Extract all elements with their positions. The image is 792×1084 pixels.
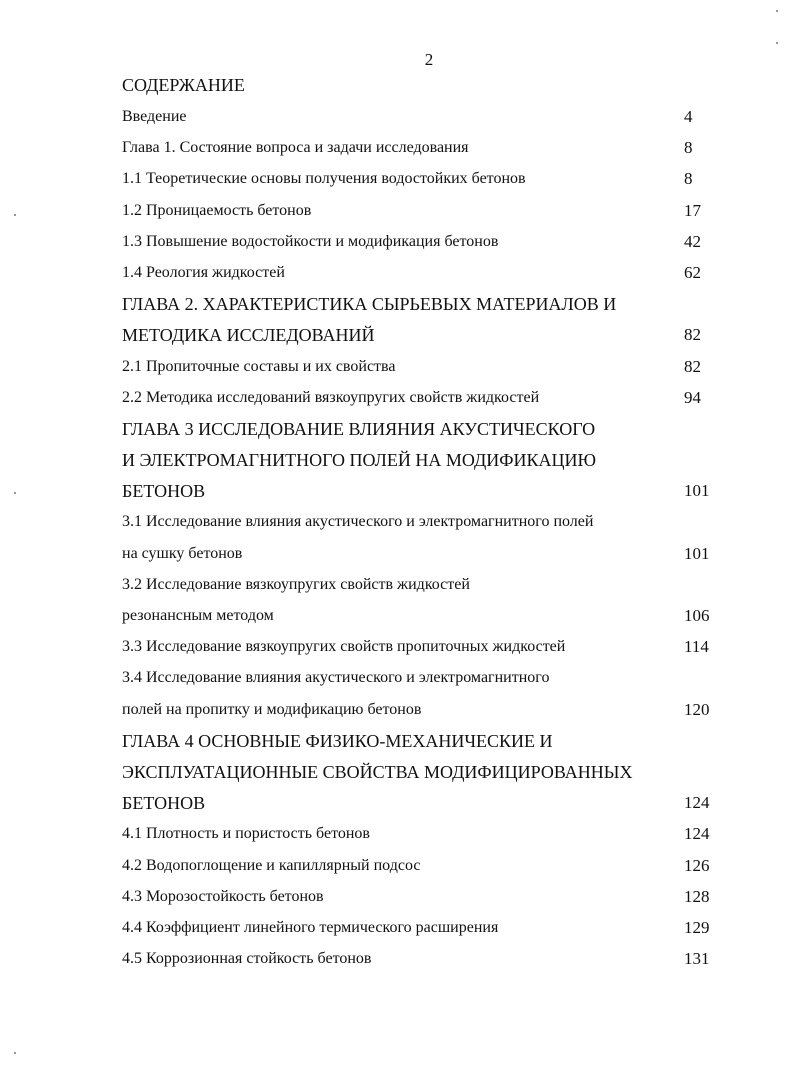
toc-entry [122, 791, 722, 822]
toc-entry-title: 3.1 Исследование влияния акустического и электромагнитного полей [122, 513, 594, 531]
toc-entry [122, 199, 722, 230]
toc-entry [122, 916, 722, 947]
toc-entry-title: полей на пропитку и модификацию бетонов [122, 700, 422, 718]
toc-entry-page: 114 [684, 637, 709, 657]
toc-entry-page: 8 [684, 138, 693, 158]
toc-entry-title: БЕТОНОВ [122, 481, 206, 502]
toc-entry-page: 128 [684, 886, 710, 906]
toc-entry-page: 62 [684, 262, 701, 282]
toc-entry [122, 386, 722, 417]
toc-entry [122, 854, 722, 885]
toc-entry-page: 124 [684, 793, 710, 813]
toc-entry-title: 2.1 Пропиточные составы и их свойства [122, 357, 396, 375]
toc-entry [122, 448, 722, 479]
toc-entry [122, 230, 722, 261]
toc-entry-page: 82 [684, 356, 701, 376]
toc-entry [122, 261, 722, 292]
toc-entry [122, 136, 722, 167]
toc-entry-title: на сушку бетонов [122, 544, 243, 562]
toc-entry-title: 3.4 Исследование влияния акустического и электромагнитного [122, 669, 550, 687]
toc-entry [122, 542, 722, 573]
table-of-contents [122, 105, 722, 978]
toc-entry-page: 42 [684, 231, 701, 251]
toc-entry-title: 3.3 Исследование вязкоупругих свойств пропиточных жидкостей [122, 638, 566, 656]
toc-entry-title: Глава 1. Состояние вопроса и задачи исследования [122, 139, 469, 157]
scan-speck [14, 492, 16, 494]
toc-entry [122, 167, 722, 198]
toc-entry [122, 729, 722, 760]
toc-entry-title: ГЛАВА 3 ИССЛЕДОВАНИЕ ВЛИЯНИЯ АКУСТИЧЕСКОГО [122, 418, 596, 439]
toc-entry-page: 126 [684, 855, 710, 875]
page-number: 2 [424, 50, 434, 69]
toc-entry-title: 1.4 Реология жидкостей [122, 263, 285, 281]
toc-entry-page: 82 [684, 325, 701, 345]
toc-entry-title: ГЛАВА 2. ХАРАКТЕРИСТИКА СЫРЬЕВЫХ МАТЕРИАЛОВ И [122, 294, 617, 315]
toc-entry-title: 4.2 Водопоглощение и капиллярный подсос [122, 856, 421, 874]
toc-heading: СОДЕРЖАНИЕ [122, 75, 245, 95]
toc-entry [122, 947, 722, 978]
toc-entry-title: ГЛАВА 4 ОСНОВНЫЕ ФИЗИКО-МЕХАНИЧЕСКИЕ И [122, 730, 553, 751]
toc-entry [122, 510, 722, 541]
toc-entry-page: 4 [684, 107, 693, 126]
toc-entry-page: 94 [684, 387, 701, 407]
toc-entry-page: 131 [684, 949, 710, 969]
toc-entry-page: 129 [684, 917, 710, 937]
toc-entry-page: 8 [684, 169, 693, 189]
scan-speck [14, 214, 16, 216]
toc-entry [122, 760, 722, 791]
toc-entry-title: Введение [122, 108, 187, 125]
toc-entry-title: 1.3 Повышение водостойкости и модификация бетонов [122, 232, 499, 250]
toc-entry-title: БЕТОНОВ [122, 793, 206, 814]
toc-entry [122, 635, 722, 666]
toc-entry-title: МЕТОДИКА ИССЛЕДОВАНИЙ [122, 325, 375, 346]
toc-entry-page: 124 [684, 824, 710, 844]
toc-entry-title: 1.2 Проницаемость бетонов [122, 201, 312, 219]
toc-entry-page: 106 [684, 606, 710, 625]
toc-entry-title: И ЭЛЕКТРОМАГНИТНОГО ПОЛЕЙ НА МОДИФИКАЦИЮ [122, 450, 596, 471]
toc-entry-title: ЭКСПЛУАТАЦИОННЫЕ СВОЙСТВА МОДИФИЦИРОВАННЫХ [122, 761, 633, 782]
toc-entry-page: 120 [684, 699, 710, 719]
toc-entry-title: 3.2 Исследование вязкоупругих свойств жидкостей [122, 575, 470, 593]
toc-entry [122, 323, 722, 354]
toc-entry-title: 4.5 Коррозионная стойкость бетонов [122, 950, 372, 968]
toc-entry [122, 479, 722, 510]
toc-entry-title: резонансным методом [122, 607, 274, 624]
toc-entry [122, 573, 722, 604]
toc-entry [122, 292, 722, 323]
toc-entry-title: 1.1 Теоретические основы получения водостойких бетонов [122, 170, 526, 188]
toc-entry [122, 604, 722, 635]
toc-entry [122, 885, 722, 916]
toc-entry [122, 355, 722, 386]
toc-entry [122, 698, 722, 729]
toc-entry-title: 4.3 Морозостойкость бетонов [122, 887, 324, 905]
toc-entry-title: 4.4 Коэффициент линейного термического расширения [122, 918, 499, 936]
scan-speck [776, 42, 778, 44]
toc-entry [122, 105, 722, 136]
toc-entry-page: 101 [684, 481, 710, 501]
scan-speck [14, 1052, 16, 1054]
toc-entry [122, 417, 722, 448]
toc-entry-title: 2.2 Методика исследований вязкоупругих свойств жидкостей [122, 388, 540, 406]
toc-entry-page: 101 [684, 543, 710, 563]
toc-entry [122, 822, 722, 853]
scan-speck [776, 10, 778, 12]
toc-entry [122, 666, 722, 697]
toc-entry-title: 4.1 Плотность и пористость бетонов [122, 825, 370, 843]
toc-entry-page: 17 [684, 200, 701, 220]
